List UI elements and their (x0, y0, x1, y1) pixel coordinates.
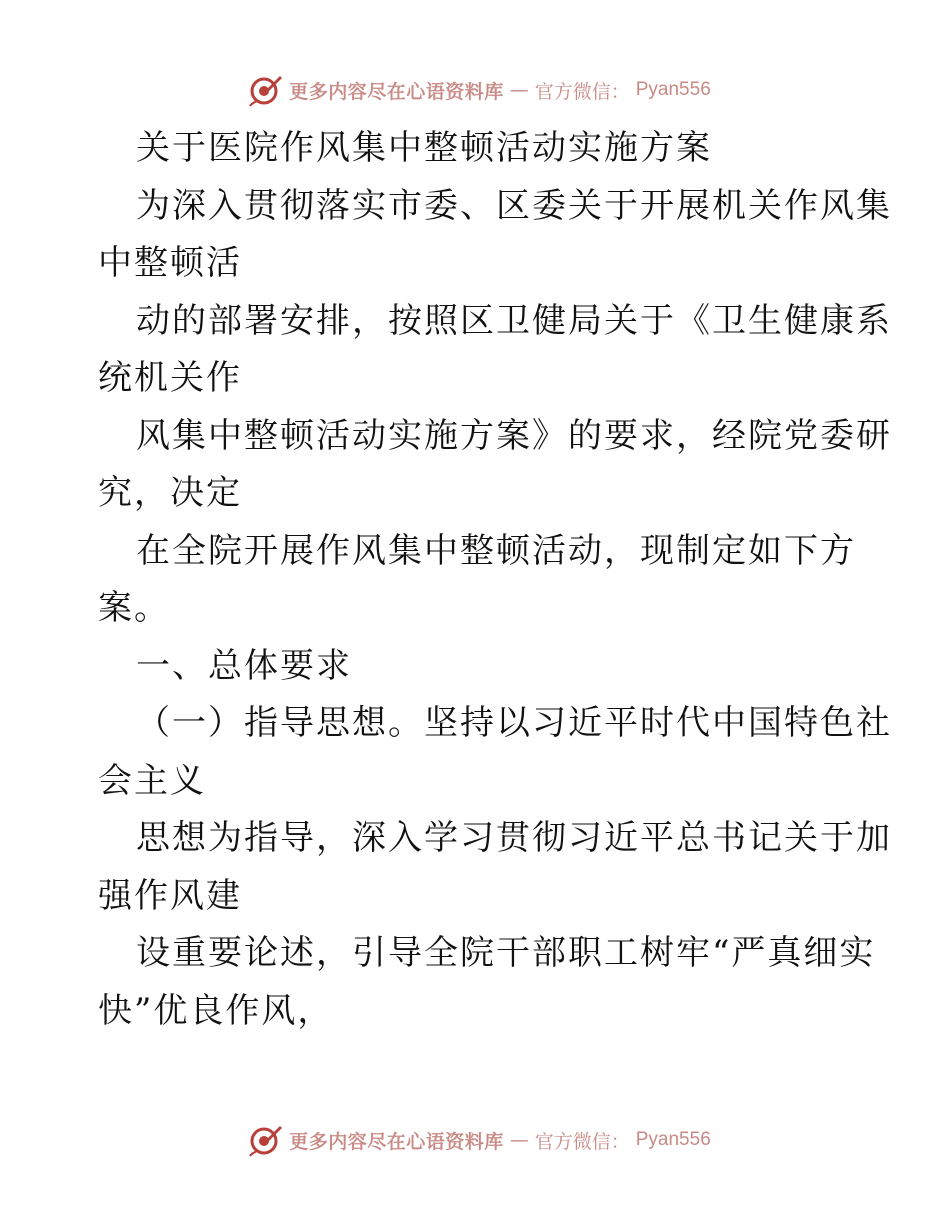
paragraph-line: 强作风建 (98, 875, 242, 916)
document-body (98, 120, 892, 1040)
paragraph-line: 在全院开展作风集中整顿活动，现制定如下方 (136, 530, 856, 571)
watermark-footer (0, 1120, 950, 1160)
watermark-dash: — (509, 1129, 529, 1151)
paragraph-line: 会主义 (98, 760, 206, 801)
paragraph-line: 中整顿活 (98, 243, 242, 283)
paragraph-line: 思想为指导，深入学习贯彻习近平总书记关于加 (136, 818, 892, 858)
watermark-wechat-id: Pyan556 (635, 1129, 711, 1150)
watermark-dash: — (509, 79, 529, 101)
paragraph-line: 为深入贯彻落实市委、区委关于开展机关作风集 (136, 185, 892, 226)
paragraph-line: 风集中整顿活动实施方案》的要求，经院党委研 (136, 415, 892, 456)
watermark-header (0, 70, 950, 110)
pen-logo-icon (249, 73, 283, 107)
paragraph-line: 案。 (98, 588, 170, 628)
watermark-wechat-label: 官方微信： (534, 1130, 630, 1153)
watermark-site-text: 更多内容尽在心语资料库 (289, 1130, 504, 1153)
paragraph-line: 动的部署安排，按照区卫健局关于《卫生健康系 (136, 300, 892, 341)
watermark-wechat-label: 官方微信： (534, 80, 630, 103)
paragraph-line: 设重要论述，引导全院干部职工树牢“严真细实 (136, 933, 876, 973)
section-heading: 一、总体要求 (136, 645, 352, 686)
watermark-wechat-id: Pyan556 (635, 79, 711, 100)
paragraph-line: 统机关作 (98, 358, 242, 398)
pen-logo-icon (249, 1123, 283, 1157)
document-title: 关于医院作风集中整顿活动实施方案 (136, 128, 712, 168)
paragraph-line: 快”优良作风， (98, 990, 334, 1031)
watermark-site-text: 更多内容尽在心语资料库 (289, 80, 504, 103)
paragraph-line: （一）指导思想。坚持以习近平时代中国特色社 (136, 703, 892, 743)
paragraph-line: 究，决定 (98, 473, 242, 513)
